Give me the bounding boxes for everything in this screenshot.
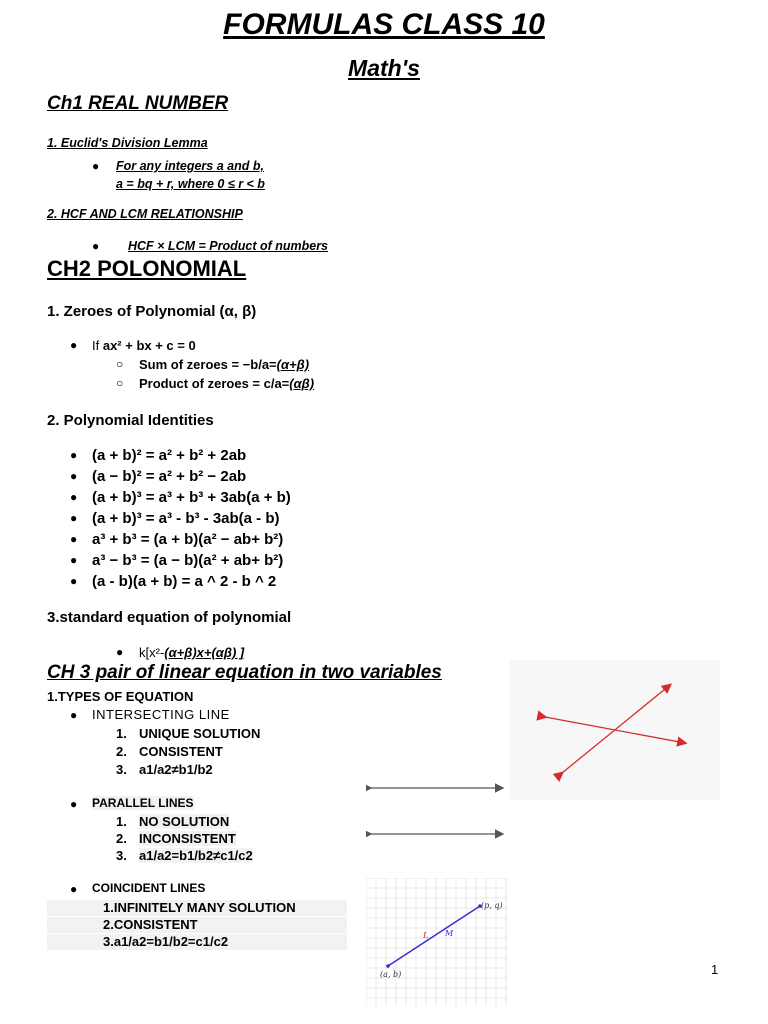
bullet-dot: ● — [70, 469, 78, 483]
bullet-dot: ● — [70, 338, 78, 352]
bullet-dot: ● — [70, 574, 78, 588]
zeroes-condition: If ax² + bx + c = 0 — [92, 338, 196, 353]
identity-item: (a + b)³ = a³ + b³ + 3ab(a + b) — [92, 489, 291, 506]
chapter-3-heading: CH 3 pair of linear equation in two variables — [47, 662, 442, 683]
coincident-item: 3.a1/a2=b1/b2=c1/c2 — [103, 934, 229, 949]
parallel-item: INCONSISTENT — [139, 831, 236, 846]
circle-bullet: ○ — [116, 357, 124, 371]
standard-equation-title: 3.standard equation of polynomial — [47, 609, 292, 626]
euclid-lemma-title: 1. Euclid's Division Lemma — [47, 136, 208, 150]
label-M: M — [445, 929, 454, 938]
bullet-dot: ● — [92, 159, 100, 173]
point-ab — [386, 964, 390, 968]
identity-item: (a + b)³ = a³ - b³ - 3ab(a - b) — [92, 510, 280, 527]
list-number: 3. — [116, 848, 127, 863]
parallel-lines-label: PARALLEL LINES — [92, 796, 194, 810]
identity-item: (a - b)(a + b) = a ^ 2 - b ^ 2 — [92, 573, 277, 590]
page-title: FORMULAS CLASS 10 — [223, 8, 545, 41]
identity-item: a³ + b³ = (a + b)(a² − ab+ b²) — [92, 531, 284, 548]
identity-item: (a − b)² = a² + b² − 2ab — [92, 468, 247, 485]
list-number: 1. — [116, 814, 127, 829]
bullet-dot: ● — [92, 239, 100, 253]
bullet-dot: ● — [70, 448, 78, 462]
hcf-lcm-title: 2. HCF AND LCM RELATIONSHIP — [47, 207, 243, 221]
intersecting-item: UNIQUE SOLUTION — [139, 726, 261, 741]
bullet-dot: ● — [70, 532, 78, 546]
chapter-2-heading: CH2 POLONOMIAL — [47, 256, 247, 281]
list-number: 3. — [116, 762, 127, 777]
parallel-item: a1/a2=b1/b2≠c1/c2 — [139, 848, 253, 863]
list-number: 1. — [116, 726, 127, 741]
parallel-lines-figure — [366, 778, 508, 843]
bullet-dot: ● — [70, 490, 78, 504]
identity-item: a³ − b³ = (a − b)(a² + ab+ b²) — [92, 552, 284, 569]
intersecting-item: CONSISTENT — [139, 744, 223, 759]
parallel-item: NO SOLUTION — [139, 814, 230, 829]
identities-title: 2. Polynomial Identities — [47, 412, 214, 429]
page-subtitle: Math's — [348, 55, 420, 81]
bullet-dot: ● — [116, 645, 124, 659]
bullet-dot: ● — [70, 882, 78, 896]
label-pq: (p, q) — [481, 901, 503, 910]
coincident-lines-graph — [366, 878, 508, 1006]
euclid-line-2: a = bq + r, where 0 ≤ r < b — [116, 177, 265, 191]
intersecting-line-label: INTERSECTING LINE — [92, 707, 230, 722]
page-number: 1 — [711, 962, 719, 977]
hcf-lcm-line: HCF × LCM = Product of numbers — [128, 239, 329, 253]
coincident-item: 2.CONSISTENT — [103, 917, 198, 932]
intersecting-lines-figure — [510, 660, 720, 800]
graph-grid — [366, 878, 508, 1006]
circle-bullet: ○ — [116, 376, 124, 390]
sum-of-zeroes: Sum of zeroes = −b/a=(α+β) — [139, 357, 310, 372]
list-number: 2. — [116, 831, 127, 846]
zeroes-title: 1. Zeroes of Polynomial (α, β) — [47, 303, 257, 320]
types-of-equation-title: 1.TYPES OF EQUATION — [47, 689, 194, 704]
intersecting-item: a1/a2≠b1/b2 — [139, 762, 213, 777]
identity-item: (a + b)² = a² + b² + 2ab — [92, 447, 247, 464]
bullet-dot: ● — [70, 708, 78, 722]
chapter-1-heading: Ch1 REAL NUMBER — [47, 93, 229, 114]
bullet-dot: ● — [70, 797, 78, 811]
label-ab: (a, b) — [380, 970, 402, 979]
coincident-lines-label: COINCIDENT LINES — [92, 881, 206, 895]
label-L: L — [423, 931, 429, 940]
bullet-dot: ● — [70, 553, 78, 567]
euclid-line-1: For any integers a and b, — [116, 159, 264, 173]
standard-equation: k[x²-(α+β)x+(αβ) ] — [139, 645, 245, 660]
coincident-item: 1.INFINITELY MANY SOLUTION — [103, 900, 296, 915]
bullet-dot: ● — [70, 511, 78, 525]
list-number: 2. — [116, 744, 127, 759]
product-of-zeroes: Product of zeroes = c/a=(αβ) — [139, 376, 315, 391]
